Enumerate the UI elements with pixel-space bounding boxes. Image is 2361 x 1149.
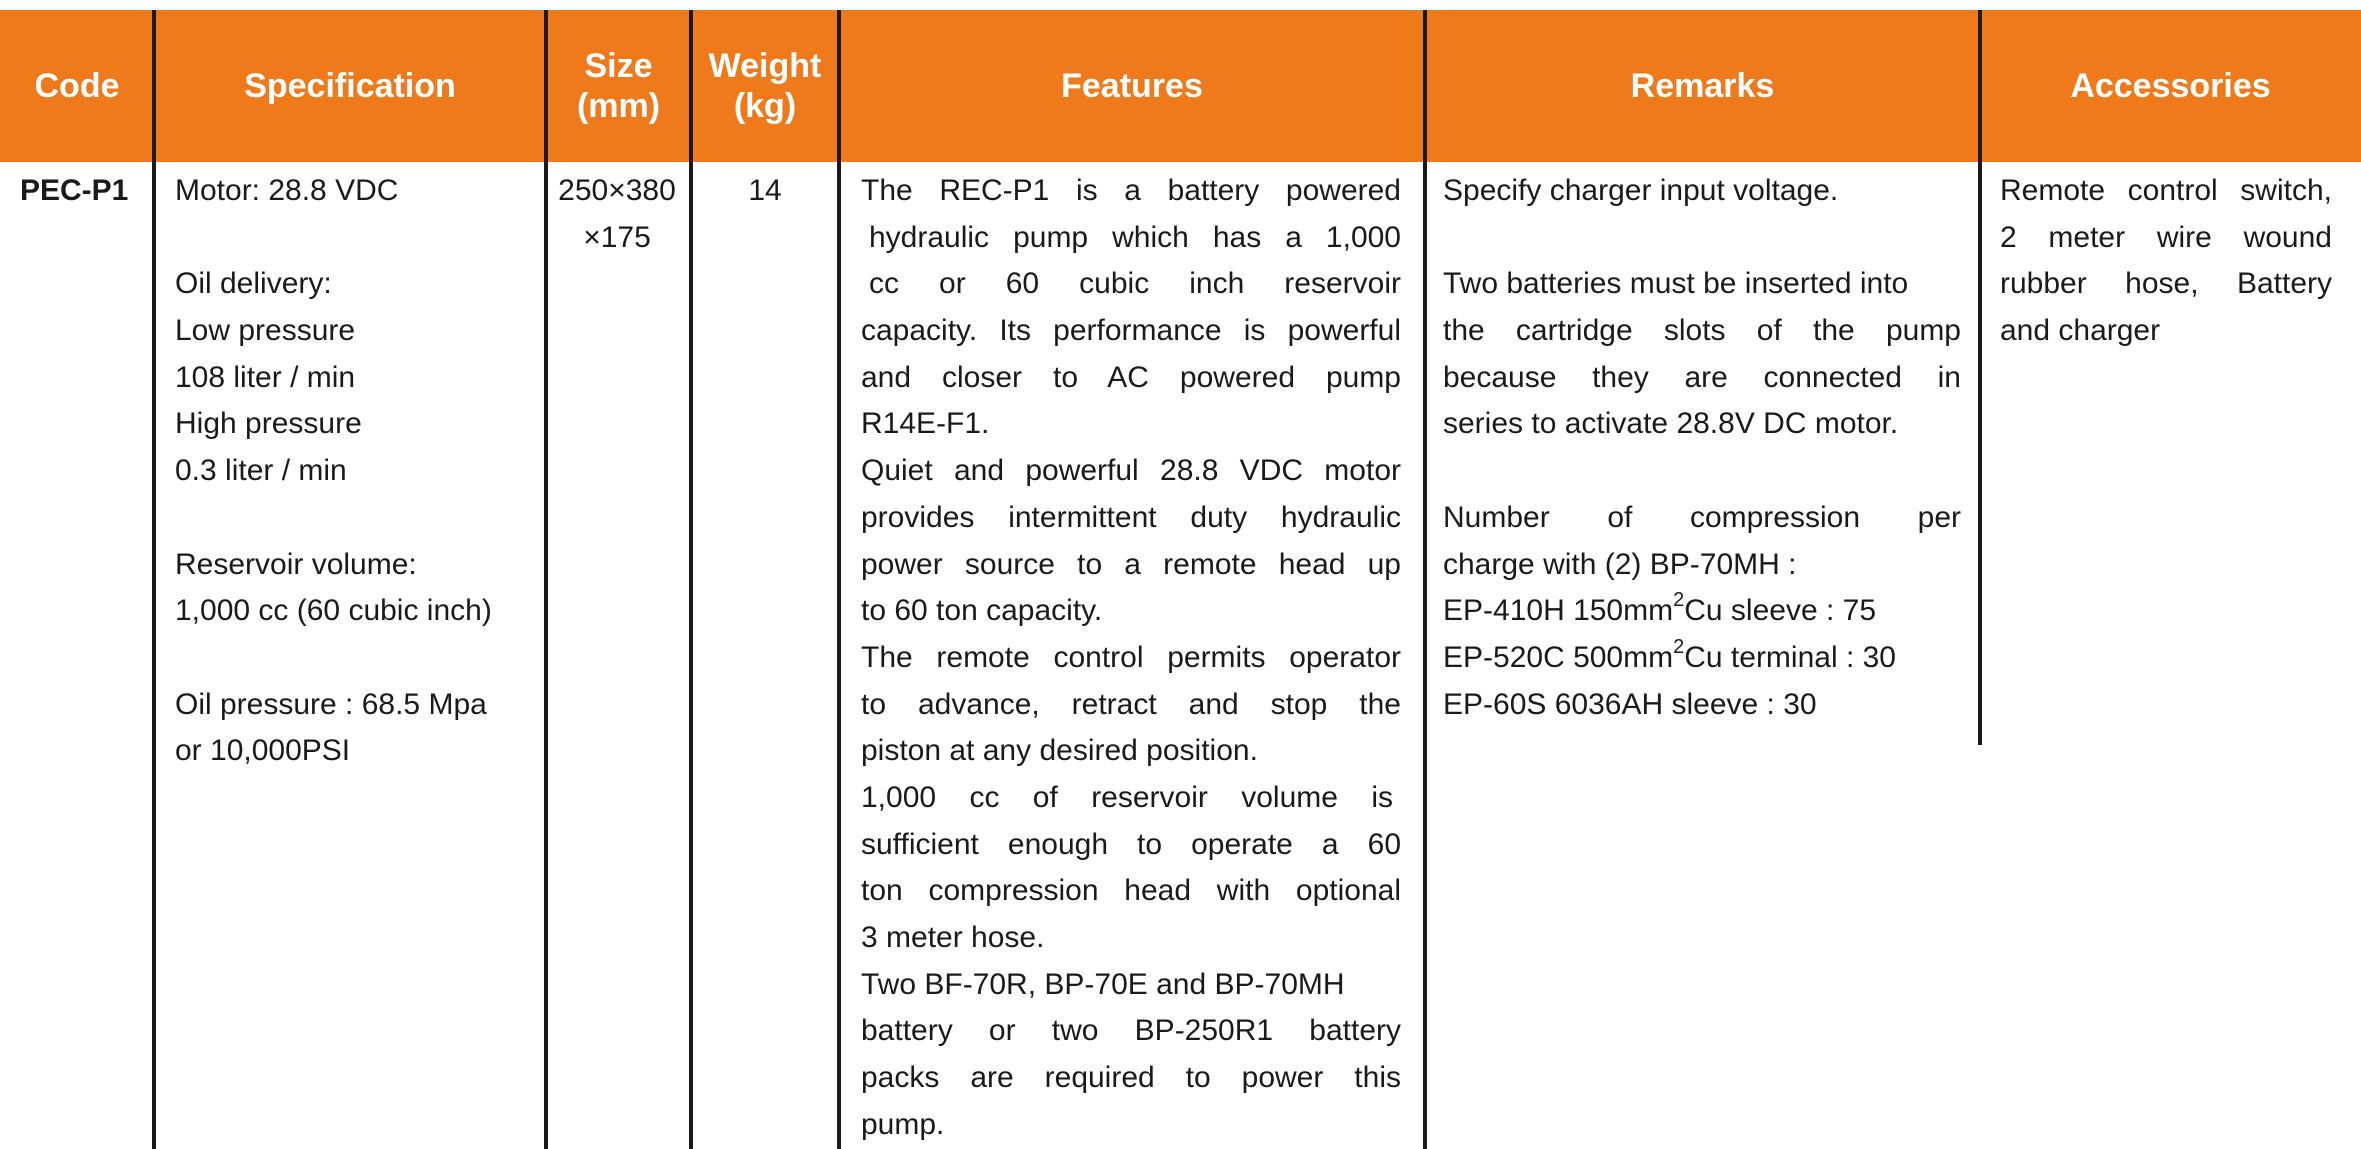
accessories-line: 2 meter wire wound	[2000, 220, 2332, 254]
ep410-superscript: 2	[1673, 589, 1685, 612]
header-accessories: Accessories	[2070, 67, 2271, 105]
ep520-text-end: Cu terminal : 30	[1684, 640, 1896, 674]
features-line: The remote control permits operator	[861, 640, 1401, 674]
remarks-line: charge with (2) BP-70MH :	[1443, 547, 1797, 581]
remarks-line: series to activate 28.8V DC motor.	[1443, 407, 1899, 441]
features-line: piston at any desired position.	[861, 734, 1258, 768]
spec-line: Low pressure	[175, 314, 356, 348]
features-line: hydraulic pump which has a 1,000	[869, 220, 1401, 254]
column-divider	[152, 10, 156, 1149]
features-line: Quiet and powerful 28.8 VDC motor	[861, 454, 1401, 488]
spec-line: 0.3 liter / min	[175, 454, 347, 488]
remarks-line: Two batteries must be inserted into	[1443, 267, 1909, 301]
accessories-line: rubber hose, Battery	[2000, 267, 2332, 301]
ep520-text: EP-520C 500mm	[1443, 640, 1674, 674]
features-line: 1,000 cc of reservoir volume is	[861, 780, 1393, 814]
header-remarks: Remarks	[1630, 67, 1775, 105]
code-value: PEC-P1	[20, 174, 129, 207]
header-weight-unit: (kg)	[733, 87, 797, 125]
features-line: to 60 ton capacity.	[861, 594, 1103, 628]
remarks-ep520	[1443, 635, 1961, 682]
features-line: Two BF-70R, BP-70E and BP-70MH	[861, 967, 1345, 1001]
header-size-line: Size	[584, 47, 653, 85]
features-line: provides intermittent duty hydraulic	[861, 500, 1401, 534]
cell-code	[20, 168, 148, 215]
cell-specification	[175, 168, 535, 775]
spec-line: 1,000 cc (60 cubic inch)	[175, 594, 492, 628]
header-features: Features	[1061, 67, 1203, 105]
spec-gap	[175, 635, 535, 682]
ep410-text-end: Cu sleeve : 75	[1684, 594, 1877, 628]
header-code: Code	[34, 67, 120, 105]
features-line: cc or 60 cubic inch reservoir	[869, 267, 1401, 301]
features-line: 3 meter hose.	[861, 921, 1045, 954]
spec-line: Oil delivery:	[175, 267, 332, 301]
remarks-gap	[1443, 215, 1961, 262]
features-line: battery or two BP-250R1 battery	[861, 1014, 1401, 1048]
features-line: sufficient enough to operate a 60	[861, 827, 1401, 861]
remarks-line: because they are connected in	[1443, 360, 1961, 394]
features-line: power source to a remote head up	[861, 547, 1401, 581]
column-divider	[1978, 10, 1982, 745]
header-size	[546, 10, 691, 162]
size-line: ×175	[583, 220, 651, 254]
features-line: ton compression head with optional	[861, 874, 1401, 908]
spec-line: or 10,000PSI	[175, 734, 351, 768]
column-divider	[1423, 10, 1427, 1149]
cell-weight	[693, 168, 837, 215]
spec-line: Motor: 28.8 VDC	[175, 174, 399, 207]
features-line: The REC-P1 is a battery powered	[861, 174, 1401, 207]
spec-line: 108 liter / min	[175, 360, 356, 394]
spec-line: Oil pressure : 68.5 Mpa	[175, 687, 487, 721]
features-line: and closer to AC powered pump	[861, 360, 1401, 394]
features-line: to advance, retract and stop the	[861, 687, 1401, 721]
ep410-text: EP-410H 150mm	[1443, 594, 1674, 628]
accessories-line: and charger	[2000, 314, 2161, 348]
header-specification: Specification	[244, 67, 456, 105]
header-weight-line: Weight	[708, 47, 822, 85]
remarks-line: Specify charger input voltage.	[1443, 174, 1839, 207]
size-line: 250×380	[558, 174, 676, 207]
cell-remarks	[1443, 168, 1961, 728]
spec-line: High pressure	[175, 407, 362, 441]
remarks-ep410	[1443, 588, 1961, 635]
header-weight	[691, 10, 839, 162]
weight-value: 14	[748, 174, 782, 207]
features-line: packs are required to power this	[861, 1061, 1401, 1095]
cell-accessories	[2000, 168, 2332, 355]
accessories-line: Remote control switch,	[2000, 174, 2332, 207]
remarks-ep60: EP-60S 6036AH sleeve : 30	[1443, 687, 1817, 721]
remarks-gap	[1443, 448, 1961, 495]
spec-line: Reservoir volume:	[175, 547, 417, 581]
cell-size	[548, 168, 686, 261]
header-size-unit: (mm)	[576, 87, 661, 125]
spec-gap	[175, 495, 535, 542]
features-line: capacity. Its performance is powerful	[861, 314, 1401, 348]
remarks-line: Number of compression per	[1443, 500, 1961, 534]
column-divider	[837, 10, 841, 1149]
ep520-superscript: 2	[1673, 635, 1685, 658]
spec-gap	[175, 215, 535, 262]
features-line: R14E-F1.	[861, 407, 990, 441]
remarks-line: the cartridge slots of the pump	[1443, 314, 1961, 348]
cell-features	[861, 168, 1401, 1148]
features-line: pump.	[861, 1107, 945, 1141]
